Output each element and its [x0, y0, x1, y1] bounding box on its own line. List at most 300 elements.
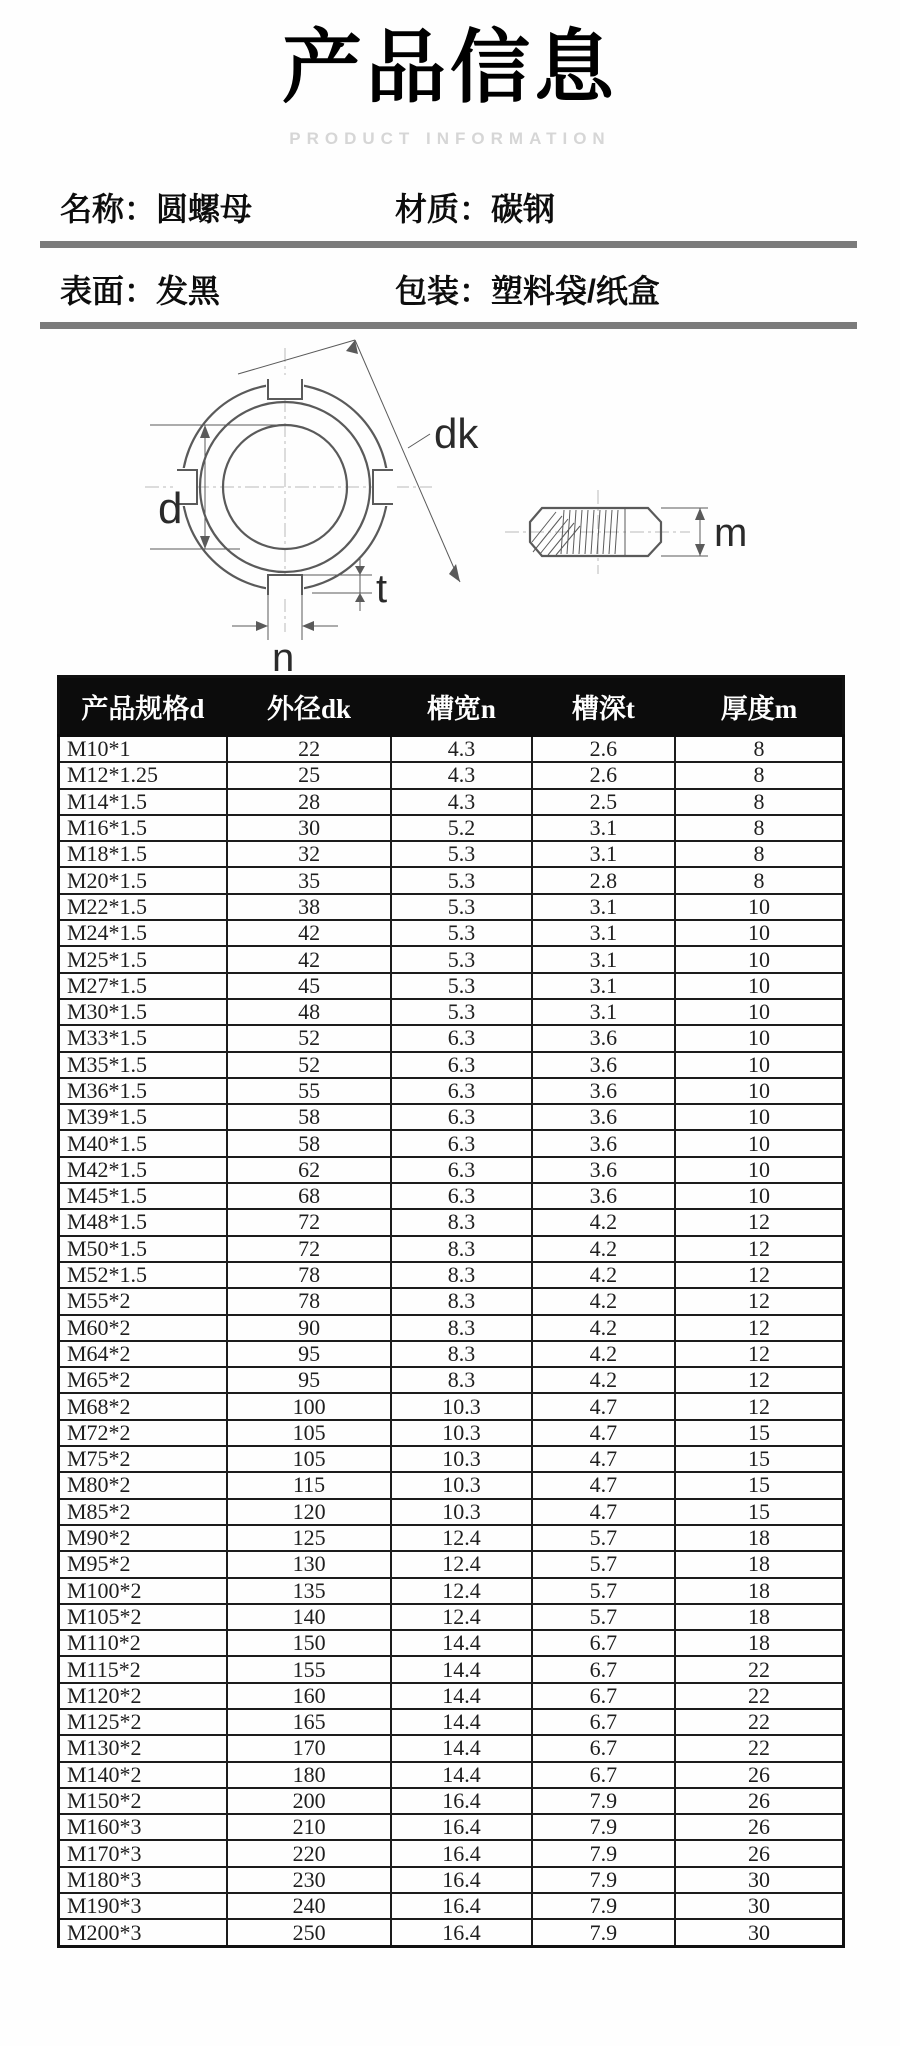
cell-slot-depth: 3.6	[532, 1157, 675, 1183]
cell-slot-width: 5.3	[391, 894, 531, 920]
slot-bottom	[266, 575, 304, 599]
cell-slot-depth: 2.6	[532, 762, 675, 788]
cell-outer-dia: 25	[227, 762, 391, 788]
cell-slot-depth: 4.2	[532, 1367, 675, 1393]
cell-slot-width: 5.3	[391, 841, 531, 867]
cell-slot-depth: 4.7	[532, 1446, 675, 1472]
cell-outer-dia: 230	[227, 1867, 391, 1893]
cell-spec: M150*2	[59, 1788, 227, 1814]
label-m: m	[714, 511, 748, 555]
cell-outer-dia: 130	[227, 1551, 391, 1577]
cell-slot-width: 10.3	[391, 1393, 531, 1419]
table-row	[59, 1130, 844, 1156]
cell-outer-dia: 72	[227, 1209, 391, 1235]
cell-thickness: 26	[675, 1788, 843, 1814]
cell-outer-dia: 220	[227, 1840, 391, 1866]
table-row	[59, 1867, 844, 1893]
cell-slot-width: 5.3	[391, 999, 531, 1025]
cell-slot-width: 14.4	[391, 1762, 531, 1788]
cell-thickness: 26	[675, 1840, 843, 1866]
cell-slot-width: 5.3	[391, 973, 531, 999]
cell-spec: M24*1.5	[59, 920, 227, 946]
table-row	[59, 1604, 844, 1630]
divider	[40, 241, 857, 248]
table-row	[59, 815, 844, 841]
table-row	[59, 1288, 844, 1314]
spec-table-header	[59, 677, 844, 736]
cell-outer-dia: 140	[227, 1604, 391, 1630]
table-row	[59, 1446, 844, 1472]
cell-outer-dia: 150	[227, 1630, 391, 1656]
cell-spec: M110*2	[59, 1630, 227, 1656]
table-row	[59, 1104, 844, 1130]
cell-slot-width: 14.4	[391, 1683, 531, 1709]
field-name-value: 圆螺母	[156, 191, 253, 227]
dimension-t	[300, 558, 387, 611]
column-header-outer-dia: 外径dk	[227, 677, 391, 736]
divider	[40, 322, 857, 329]
cell-slot-width: 8.3	[391, 1315, 531, 1341]
cell-spec: M40*1.5	[59, 1130, 227, 1156]
slot-right	[373, 468, 397, 506]
cell-outer-dia: 250	[227, 1919, 391, 1946]
cell-slot-depth: 3.6	[532, 1025, 675, 1051]
cell-thickness: 22	[675, 1735, 843, 1761]
cell-thickness: 30	[675, 1919, 843, 1946]
table-row	[59, 999, 844, 1025]
cell-outer-dia: 48	[227, 999, 391, 1025]
cell-slot-depth: 2.8	[532, 867, 675, 893]
cell-thickness: 18	[675, 1604, 843, 1630]
cell-slot-width: 8.3	[391, 1288, 531, 1314]
cell-spec: M48*1.5	[59, 1209, 227, 1235]
cell-slot-depth: 4.2	[532, 1262, 675, 1288]
cell-thickness: 18	[675, 1525, 843, 1551]
table-row	[59, 1893, 844, 1919]
cell-slot-width: 10.3	[391, 1446, 531, 1472]
cell-slot-depth: 4.7	[532, 1472, 675, 1498]
cell-slot-depth: 7.9	[532, 1814, 675, 1840]
cell-outer-dia: 38	[227, 894, 391, 920]
table-row	[59, 1236, 844, 1262]
field-surface-value: 发黑	[156, 273, 221, 309]
table-row	[59, 1709, 844, 1735]
cell-spec: M50*1.5	[59, 1236, 227, 1262]
cell-outer-dia: 90	[227, 1315, 391, 1341]
cell-spec: M22*1.5	[59, 894, 227, 920]
cell-outer-dia: 100	[227, 1393, 391, 1419]
field-material-value: 碳钢	[491, 191, 556, 227]
cell-slot-width: 10.3	[391, 1420, 531, 1446]
cell-spec: M20*1.5	[59, 867, 227, 893]
column-header-spec: 产品规格d	[59, 677, 227, 736]
table-row	[59, 1025, 844, 1051]
cell-thickness: 26	[675, 1814, 843, 1840]
cell-outer-dia: 240	[227, 1893, 391, 1919]
table-row	[59, 1683, 844, 1709]
table-row	[59, 1551, 844, 1577]
cell-slot-width: 16.4	[391, 1893, 531, 1919]
table-row	[59, 1578, 844, 1604]
cell-thickness: 12	[675, 1288, 843, 1314]
cell-thickness: 12	[675, 1262, 843, 1288]
cell-thickness: 22	[675, 1656, 843, 1682]
cell-spec: M75*2	[59, 1446, 227, 1472]
table-row	[59, 1762, 844, 1788]
cell-spec: M120*2	[59, 1683, 227, 1709]
cell-spec: M33*1.5	[59, 1025, 227, 1051]
cell-slot-depth: 7.9	[532, 1840, 675, 1866]
cell-slot-depth: 6.7	[532, 1630, 675, 1656]
cell-slot-depth: 4.2	[532, 1341, 675, 1367]
cell-spec: M27*1.5	[59, 973, 227, 999]
cell-spec: M140*2	[59, 1762, 227, 1788]
cell-spec: M105*2	[59, 1604, 227, 1630]
cell-outer-dia: 135	[227, 1578, 391, 1604]
table-row	[59, 1472, 844, 1498]
field-package-label: 包装：	[395, 273, 492, 309]
cell-spec: M45*1.5	[59, 1183, 227, 1209]
cell-spec: M95*2	[59, 1551, 227, 1577]
cell-slot-depth: 3.6	[532, 1078, 675, 1104]
cell-thickness: 8	[675, 789, 843, 815]
cell-slot-depth: 4.7	[532, 1393, 675, 1419]
cell-thickness: 10	[675, 920, 843, 946]
cell-slot-width: 5.3	[391, 920, 531, 946]
cell-slot-depth: 2.5	[532, 789, 675, 815]
table-row	[59, 1209, 844, 1235]
cell-outer-dia: 72	[227, 1236, 391, 1262]
cell-slot-depth: 3.6	[532, 1183, 675, 1209]
cell-spec: M52*1.5	[59, 1262, 227, 1288]
cell-outer-dia: 180	[227, 1762, 391, 1788]
cell-outer-dia: 32	[227, 841, 391, 867]
cell-thickness: 30	[675, 1867, 843, 1893]
cell-spec: M16*1.5	[59, 815, 227, 841]
table-row	[59, 1262, 844, 1288]
cell-outer-dia: 45	[227, 973, 391, 999]
cell-spec: M180*3	[59, 1867, 227, 1893]
cell-slot-width: 4.3	[391, 736, 531, 763]
cell-slot-width: 16.4	[391, 1814, 531, 1840]
cell-outer-dia: 155	[227, 1656, 391, 1682]
front-view	[145, 340, 479, 675]
cell-slot-width: 16.4	[391, 1788, 531, 1814]
cell-slot-width: 12.4	[391, 1551, 531, 1577]
table-row	[59, 867, 844, 893]
table-row	[59, 1840, 844, 1866]
cell-thickness: 12	[675, 1315, 843, 1341]
cell-spec: M39*1.5	[59, 1104, 227, 1130]
cell-slot-width: 8.3	[391, 1367, 531, 1393]
table-row	[59, 841, 844, 867]
field-package-value: 塑料袋/纸盒	[491, 273, 660, 309]
cell-slot-width: 12.4	[391, 1604, 531, 1630]
field-name-label: 名称：	[60, 191, 157, 227]
label-d: d	[158, 484, 183, 533]
cell-thickness: 26	[675, 1762, 843, 1788]
cell-slot-depth: 7.9	[532, 1788, 675, 1814]
cell-thickness: 10	[675, 973, 843, 999]
cell-spec: M65*2	[59, 1367, 227, 1393]
table-row	[59, 1788, 844, 1814]
cell-slot-width: 5.3	[391, 946, 531, 972]
cell-slot-width: 5.2	[391, 815, 531, 841]
table-row	[59, 1052, 844, 1078]
cell-thickness: 8	[675, 736, 843, 763]
table-row	[59, 1814, 844, 1840]
slot-top	[266, 375, 304, 399]
label-t: t	[376, 567, 388, 611]
cell-thickness: 10	[675, 1183, 843, 1209]
cell-slot-depth: 4.2	[532, 1288, 675, 1314]
cell-slot-depth: 6.7	[532, 1709, 675, 1735]
cell-outer-dia: 105	[227, 1420, 391, 1446]
page-subtitle: PRODUCT INFORMATION	[289, 129, 611, 148]
cell-thickness: 8	[675, 762, 843, 788]
cell-spec: M60*2	[59, 1315, 227, 1341]
cell-spec: M14*1.5	[59, 789, 227, 815]
table-row	[59, 1393, 844, 1419]
cell-outer-dia: 165	[227, 1709, 391, 1735]
cell-slot-depth: 5.7	[532, 1578, 675, 1604]
cell-thickness: 18	[675, 1630, 843, 1656]
cell-spec: M30*1.5	[59, 999, 227, 1025]
cell-thickness: 10	[675, 1157, 843, 1183]
column-header-slot-depth: 槽深t	[532, 677, 675, 736]
table-row	[59, 894, 844, 920]
cell-thickness: 12	[675, 1393, 843, 1419]
table-row	[59, 1341, 844, 1367]
cell-slot-width: 4.3	[391, 789, 531, 815]
table-row	[59, 1919, 844, 1946]
cell-outer-dia: 210	[227, 1814, 391, 1840]
cell-spec: M160*3	[59, 1814, 227, 1840]
cell-slot-width: 16.4	[391, 1840, 531, 1866]
cell-outer-dia: 105	[227, 1446, 391, 1472]
cell-outer-dia: 78	[227, 1262, 391, 1288]
cell-slot-depth: 3.1	[532, 973, 675, 999]
cell-slot-depth: 3.6	[532, 1104, 675, 1130]
cell-thickness: 8	[675, 867, 843, 893]
cell-outer-dia: 95	[227, 1341, 391, 1367]
cell-spec: M25*1.5	[59, 946, 227, 972]
cell-slot-depth: 3.1	[532, 894, 675, 920]
cell-thickness: 15	[675, 1446, 843, 1472]
cell-slot-depth: 5.7	[532, 1525, 675, 1551]
table-row	[59, 736, 844, 763]
cell-slot-depth: 2.6	[532, 736, 675, 763]
cell-thickness: 8	[675, 841, 843, 867]
cell-thickness: 10	[675, 1052, 843, 1078]
cell-spec: M200*3	[59, 1919, 227, 1946]
cell-thickness: 22	[675, 1709, 843, 1735]
cell-outer-dia: 125	[227, 1525, 391, 1551]
spec-table	[57, 675, 845, 1948]
cell-outer-dia: 78	[227, 1288, 391, 1314]
cell-outer-dia: 55	[227, 1078, 391, 1104]
cell-slot-width: 10.3	[391, 1499, 531, 1525]
cell-spec: M18*1.5	[59, 841, 227, 867]
cell-slot-depth: 3.6	[532, 1052, 675, 1078]
cell-spec: M125*2	[59, 1709, 227, 1735]
cell-slot-width: 14.4	[391, 1709, 531, 1735]
cell-slot-width: 8.3	[391, 1236, 531, 1262]
cell-spec: M190*3	[59, 1893, 227, 1919]
cell-spec: M100*2	[59, 1578, 227, 1604]
cell-slot-width: 6.3	[391, 1025, 531, 1051]
cell-slot-width: 5.3	[391, 867, 531, 893]
cell-thickness: 10	[675, 894, 843, 920]
table-row	[59, 1315, 844, 1341]
cell-slot-depth: 4.7	[532, 1499, 675, 1525]
cell-slot-width: 6.3	[391, 1183, 531, 1209]
cell-outer-dia: 52	[227, 1052, 391, 1078]
cell-slot-depth: 3.6	[532, 1130, 675, 1156]
cell-outer-dia: 58	[227, 1104, 391, 1130]
technical-drawing	[0, 330, 900, 675]
cell-slot-depth: 3.1	[532, 946, 675, 972]
cell-outer-dia: 160	[227, 1683, 391, 1709]
cell-spec: M68*2	[59, 1393, 227, 1419]
cell-outer-dia: 58	[227, 1130, 391, 1156]
cell-slot-width: 6.3	[391, 1052, 531, 1078]
table-row	[59, 1525, 844, 1551]
cell-thickness: 18	[675, 1578, 843, 1604]
cell-outer-dia: 22	[227, 736, 391, 763]
cell-slot-width: 8.3	[391, 1341, 531, 1367]
field-surface-label: 表面：	[60, 273, 157, 309]
cell-outer-dia: 95	[227, 1367, 391, 1393]
cell-thickness: 12	[675, 1367, 843, 1393]
cell-slot-depth: 4.2	[532, 1315, 675, 1341]
table-row	[59, 1078, 844, 1104]
cell-slot-width: 8.3	[391, 1262, 531, 1288]
cell-slot-width: 6.3	[391, 1157, 531, 1183]
cell-slot-width: 14.4	[391, 1630, 531, 1656]
cell-thickness: 15	[675, 1420, 843, 1446]
cell-thickness: 18	[675, 1551, 843, 1577]
cell-slot-width: 6.3	[391, 1104, 531, 1130]
cell-thickness: 10	[675, 1025, 843, 1051]
cell-outer-dia: 170	[227, 1735, 391, 1761]
cell-slot-width: 6.3	[391, 1078, 531, 1104]
cell-slot-depth: 6.7	[532, 1656, 675, 1682]
cell-outer-dia: 35	[227, 867, 391, 893]
cell-spec: M170*3	[59, 1840, 227, 1866]
side-view	[505, 490, 747, 574]
cell-slot-depth: 6.7	[532, 1735, 675, 1761]
cell-slot-width: 4.3	[391, 762, 531, 788]
cell-spec: M12*1.25	[59, 762, 227, 788]
cell-outer-dia: 28	[227, 789, 391, 815]
cell-outer-dia: 42	[227, 946, 391, 972]
table-row	[59, 1183, 844, 1209]
field-surface	[60, 266, 220, 312]
cell-slot-width: 16.4	[391, 1867, 531, 1893]
table-row	[59, 920, 844, 946]
cell-slot-width: 12.4	[391, 1578, 531, 1604]
cell-slot-depth: 5.7	[532, 1551, 675, 1577]
cell-slot-width: 8.3	[391, 1209, 531, 1235]
table-row	[59, 946, 844, 972]
cell-thickness: 12	[675, 1209, 843, 1235]
table-row	[59, 789, 844, 815]
cell-slot-depth: 3.1	[532, 999, 675, 1025]
cell-thickness: 15	[675, 1499, 843, 1525]
cell-outer-dia: 52	[227, 1025, 391, 1051]
cell-slot-depth: 3.1	[532, 815, 675, 841]
cell-thickness: 12	[675, 1341, 843, 1367]
cell-outer-dia: 115	[227, 1472, 391, 1498]
table-row	[59, 1420, 844, 1446]
cell-spec: M42*1.5	[59, 1157, 227, 1183]
table-row	[59, 762, 844, 788]
cell-spec: M10*1	[59, 736, 227, 763]
cell-outer-dia: 30	[227, 815, 391, 841]
cell-thickness: 30	[675, 1893, 843, 1919]
cell-spec: M55*2	[59, 1288, 227, 1314]
table-row	[59, 973, 844, 999]
cell-slot-depth: 7.9	[532, 1919, 675, 1946]
table-row	[59, 1630, 844, 1656]
cell-slot-depth: 4.2	[532, 1236, 675, 1262]
cell-spec: M85*2	[59, 1499, 227, 1525]
table-row	[59, 1735, 844, 1761]
cell-thickness: 10	[675, 1104, 843, 1130]
field-name	[60, 184, 252, 230]
cell-thickness: 22	[675, 1683, 843, 1709]
cell-outer-dia: 120	[227, 1499, 391, 1525]
spec-table-body	[59, 736, 844, 1947]
cell-slot-width: 14.4	[391, 1735, 531, 1761]
hatching	[532, 512, 580, 555]
cell-spec: M72*2	[59, 1420, 227, 1446]
cell-thickness: 8	[675, 815, 843, 841]
cell-spec: M36*1.5	[59, 1078, 227, 1104]
cell-outer-dia: 68	[227, 1183, 391, 1209]
table-row	[59, 1157, 844, 1183]
table-row	[59, 1367, 844, 1393]
label-n: n	[272, 636, 295, 675]
field-package	[395, 266, 660, 312]
cell-slot-width: 10.3	[391, 1472, 531, 1498]
page-title: 产品信息	[282, 23, 618, 112]
cell-slot-depth: 4.2	[532, 1209, 675, 1235]
cell-outer-dia: 42	[227, 920, 391, 946]
cell-thickness: 10	[675, 1130, 843, 1156]
column-header-thickness: 厚度m	[675, 677, 843, 736]
cell-slot-width: 12.4	[391, 1525, 531, 1551]
field-material	[395, 184, 555, 230]
cell-slot-depth: 4.7	[532, 1420, 675, 1446]
table-row	[59, 1499, 844, 1525]
cell-slot-depth: 3.1	[532, 920, 675, 946]
cell-thickness: 10	[675, 1078, 843, 1104]
column-header-slot-width: 槽宽n	[391, 677, 531, 736]
cell-spec: M130*2	[59, 1735, 227, 1761]
cell-thickness: 12	[675, 1236, 843, 1262]
cell-spec: M80*2	[59, 1472, 227, 1498]
cell-slot-depth: 6.7	[532, 1762, 675, 1788]
cell-outer-dia: 62	[227, 1157, 391, 1183]
table-row	[59, 1656, 844, 1682]
cell-slot-depth: 7.9	[532, 1867, 675, 1893]
cell-slot-width: 6.3	[391, 1130, 531, 1156]
cell-spec: M35*1.5	[59, 1052, 227, 1078]
cell-slot-depth: 7.9	[532, 1893, 675, 1919]
cell-spec: M64*2	[59, 1341, 227, 1367]
